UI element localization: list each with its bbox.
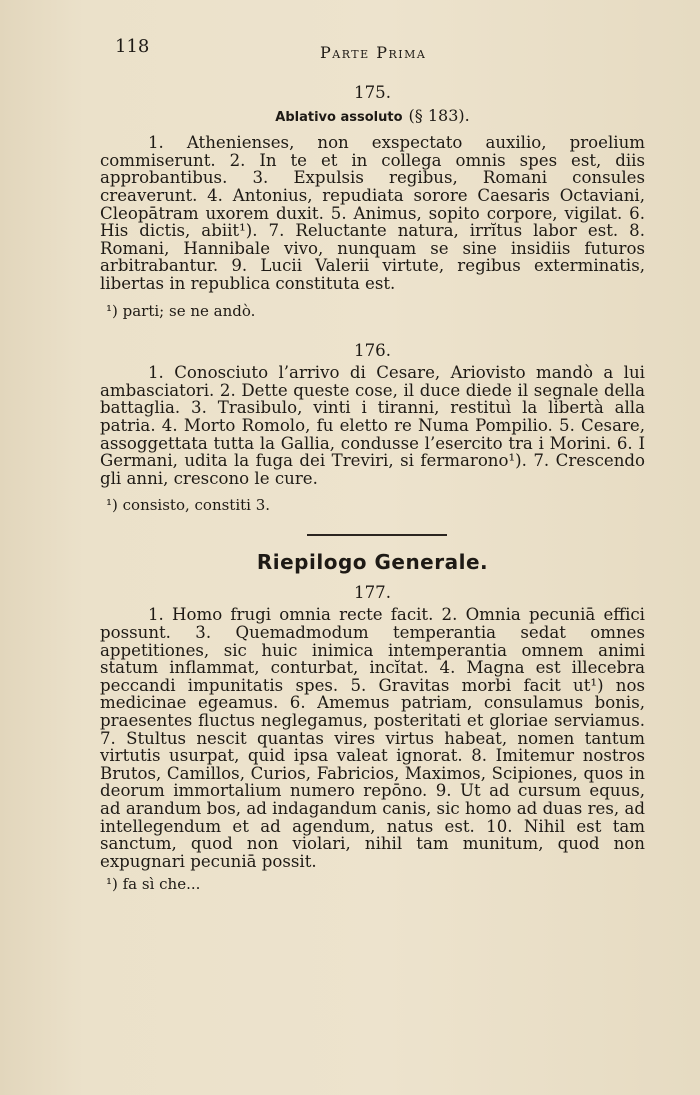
page-number: 118 [115, 36, 150, 57]
general-review [100, 550, 645, 894]
running-head [115, 36, 640, 66]
section-heading-reference: (§ 183). [408, 105, 470, 125]
section-heading-title: Ablativo assoluto [275, 109, 403, 125]
exercise-text: 1. Athenienses, non exspectato auxilio, proelium commiserunt. 2. In te et in collega omnis spes est, diis approbantibus. 3. Expulsis regibus, Romani consules creaverunt. 4. Antonius, repudiata sorore Caesaris Octaviani, Cleopātram uxorem duxit. 5. Animus, sopito corpore, vigilat. 6. His dictis, abiit¹). 7. Reluctante natura, irrĭtus labor est. 8. Romani, Hannibale vivo, nunquam se sine insidiis futuros arbitrabantur. 9. Lucii Valerii virtute, regibus exterminatis, libertas in republica constituta est. [100, 133, 645, 293]
section-divider [307, 534, 447, 536]
footnote: ¹) consisto, constiti 3. [106, 496, 271, 515]
exercise-number: 177. [354, 582, 391, 602]
general-review-title: Riepilogo Generale. [256, 550, 489, 575]
exercise-text: 1. Conosciuto l’arrivo di Cesare, Ariovisto mandò a lui ambasciatori. 2. Dette queste cose, il duce diede il segnale della battaglia. 3. Trasibulo, vinti i tiranni, restituì la libertà alla patria. 4. Morto Romolo, fu eletto re Numa Pompilio. 5. Cesare, assoggettata tutta la Gallia, condusse l’esercito tra i Morini. 6. I Germani, udita la fuga dei Treviri, si fermarono¹). 7. Crescendo gli anni, crescono le cure. [100, 363, 645, 488]
page-body [100, 84, 645, 893]
exercise-text: 1. Homo frugi omnia recte facit. 2. Omnia pecuniā effici possunt. 3. Quemadmodum temperantia sedat omnes appetitiones, sic huic inimica intemperantia omnem animi statum inflammat, conturbat, incĭtat. 4. Magna est illecebra peccandi impunitatis spes. 5. Gravitas morbi facit ut¹) nos medicinae egeamus. 6. Amemus patriam, consulamus bonis, praesentes fluctus neglegamus, posteritati et gloriae serviamus. 7. Stultus nescit quantas vires virtus habeat, nomen tantum virtutis usurpat, quid ipsa valeat ignorat. 8. Imitemur nostros Brutos, Camillos, Curios, Fabricios, Maximos, Scipiones, quos in deorum immortalium numero repōno. 9. Ut ad cursum equus, ad arandum bos, ad indagandum canis, sic homo ad duas res, ad intellegendum et ad agendum, natus est. 10. Nihil est tam sanctum, quod non violari, nihil tam munitum, quod non expugnari pecuniā possit. [100, 605, 645, 871]
section-heading [100, 107, 645, 127]
footnote: ¹) parti; se ne andò. [106, 301, 256, 320]
footnote: ¹) fa sì che... [106, 875, 201, 894]
exercise-number: 175. [354, 83, 391, 102]
exercise-176 [100, 342, 645, 515]
exercise-175 [100, 84, 645, 320]
exercise-number: 176. [354, 340, 391, 360]
running-title: Parte Prima [320, 43, 427, 62]
